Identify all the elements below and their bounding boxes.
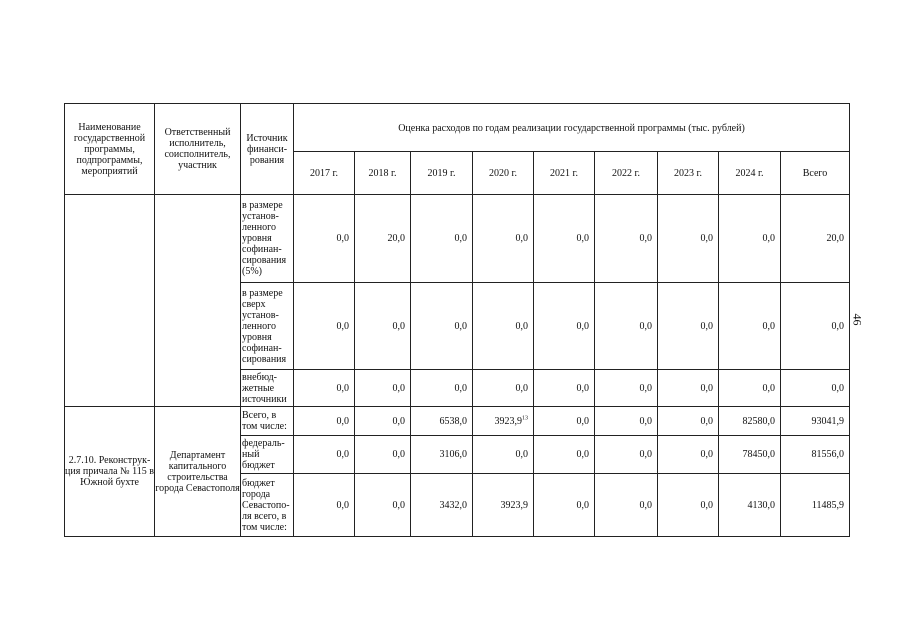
value-cell: 3432,0: [411, 474, 473, 537]
header-expenses-title: Оценка расходов по годам реализации государственной программы (тыс. рублей): [294, 104, 850, 152]
total-cell: 81556,0: [781, 436, 850, 474]
value-cell: 0,0: [294, 407, 355, 436]
executor-cell-empty: [155, 195, 241, 407]
header-source: Источник финанси-рования: [241, 104, 294, 195]
page-number: 46: [850, 313, 865, 326]
header-executor: Ответственный исполнитель, соисполнитель, участник: [155, 104, 241, 195]
value-cell: 0,0: [411, 283, 473, 370]
value-cell: 0,0: [658, 283, 719, 370]
value-cell: 0,0: [411, 370, 473, 407]
value-cell: 0,0: [719, 195, 781, 283]
source-cell: в размере сверх установ-ленного уровня софинан-сирования: [241, 283, 294, 370]
value-cell: 0,0: [658, 370, 719, 407]
total-cell: 93041,9: [781, 407, 850, 436]
year-header: 2023 г.: [658, 152, 719, 195]
value-cell: 6538,0: [411, 407, 473, 436]
source-cell: бюджет города Севастопо-ля всего, в том числе:: [241, 474, 294, 537]
header-name: Наименование государственной программы, подпрограммы, мероприятий: [65, 104, 155, 195]
value-cell: [473, 407, 534, 436]
value-cell: 0,0: [294, 436, 355, 474]
value-cell: 0,0: [595, 283, 658, 370]
value-cell: 0,0: [355, 283, 411, 370]
value-cell: 0,0: [595, 474, 658, 537]
footnote-marker: 13: [522, 415, 528, 422]
value-cell: 0,0: [534, 283, 595, 370]
value-cell: 0,0: [355, 436, 411, 474]
value-cell: 3923,9: [473, 474, 534, 537]
year-header: 2018 г.: [355, 152, 411, 195]
value-cell: 0,0: [473, 195, 534, 283]
value-cell: 0,0: [473, 370, 534, 407]
budget-table: [64, 103, 850, 537]
year-header: 2017 г.: [294, 152, 355, 195]
table-row: [65, 407, 850, 436]
table-row: [65, 195, 850, 283]
year-header: 2022 г.: [595, 152, 658, 195]
value-cell: 0,0: [534, 474, 595, 537]
value-cell: 0,0: [658, 436, 719, 474]
name-cell-empty: [65, 195, 155, 407]
value-cell: 0,0: [534, 195, 595, 283]
value-cell: 0,0: [534, 436, 595, 474]
value-cell: 3106,0: [411, 436, 473, 474]
value-cell: 0,0: [534, 370, 595, 407]
source-cell: внебюд-жетные источники: [241, 370, 294, 407]
value-cell: 0,0: [595, 436, 658, 474]
value-cell: 0,0: [355, 407, 411, 436]
program-name-cell: 2.7.10. Реконструк-ция причала № 115 в Южной бухте: [65, 407, 155, 537]
source-cell: федераль-ный бюджет: [241, 436, 294, 474]
value-cell: 0,0: [473, 283, 534, 370]
total-header: Всего: [781, 152, 850, 195]
value-cell: 0,0: [294, 474, 355, 537]
value-cell: 0,0: [534, 407, 595, 436]
value-cell: 0,0: [595, 195, 658, 283]
value-cell: 0,0: [294, 370, 355, 407]
value-cell: 78450,0: [719, 436, 781, 474]
value-cell: 20,0: [355, 195, 411, 283]
executor-cell: Департамент капитального строительства города Севастополя: [155, 407, 241, 537]
value-cell: 0,0: [294, 195, 355, 283]
value-cell: 0,0: [658, 474, 719, 537]
value-cell: 0,0: [411, 195, 473, 283]
year-header: 2020 г.: [473, 152, 534, 195]
value-cell: 0,0: [658, 407, 719, 436]
source-cell: в размере установ-ленного уровня софинан-сирования (5%): [241, 195, 294, 283]
value-text: 3923,9: [494, 415, 522, 427]
source-cell: Всего, в том числе:: [241, 407, 294, 436]
total-cell: 20,0: [781, 195, 850, 283]
value-cell: 0,0: [355, 370, 411, 407]
year-header: 2024 г.: [719, 152, 781, 195]
value-cell: 0,0: [719, 283, 781, 370]
value-cell: 0,0: [719, 370, 781, 407]
value-cell: 0,0: [595, 407, 658, 436]
value-cell: 0,0: [355, 474, 411, 537]
year-header: 2021 г.: [534, 152, 595, 195]
total-cell: 0,0: [781, 283, 850, 370]
total-cell: 11485,9: [781, 474, 850, 537]
year-header: 2019 г.: [411, 152, 473, 195]
value-cell: 4130,0: [719, 474, 781, 537]
value-cell: 0,0: [658, 195, 719, 283]
value-cell: 0,0: [294, 283, 355, 370]
value-cell: 0,0: [473, 436, 534, 474]
value-cell: 82580,0: [719, 407, 781, 436]
total-cell: 0,0: [781, 370, 850, 407]
value-cell: 0,0: [595, 370, 658, 407]
